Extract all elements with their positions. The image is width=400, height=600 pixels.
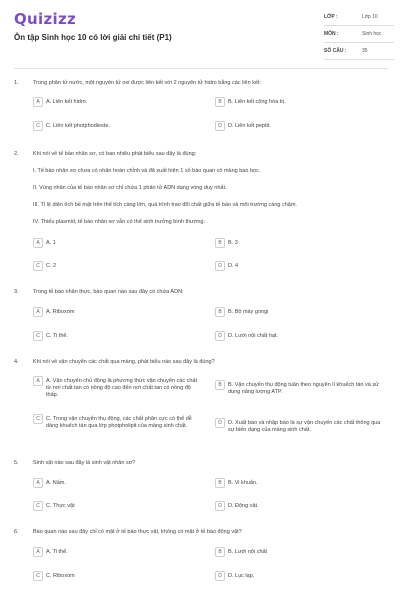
option-letter: A	[33, 478, 43, 488]
option-letter: B	[215, 238, 225, 248]
option-d[interactable]	[215, 571, 385, 581]
option-letter: D	[215, 571, 225, 581]
statement-2: II. Vùng nhân của tế bào nhân sơ chỉ chứa 1 phân tử ADN dạng vòng duy nhất.	[33, 185, 227, 191]
option-a[interactable]	[33, 97, 203, 107]
header-divider	[14, 68, 388, 69]
question-number: 1.	[14, 80, 19, 86]
option-letter: B	[215, 478, 225, 488]
option-text: D. Liên kết peptit.	[228, 123, 271, 129]
option-b[interactable]	[215, 547, 385, 557]
meta-count-value: 35	[362, 48, 368, 54]
question-number: 6.	[14, 529, 19, 535]
meta-class-value: Lớp 10	[362, 14, 378, 20]
meta-subject	[324, 27, 394, 43]
option-c[interactable]	[33, 121, 203, 131]
statement-3: III. Tỉ lệ diện tích bề mặt trên thể tích càng lớn, quá trình trao đổi chất giữa tế bào và môi trường càng chậm.	[33, 202, 297, 208]
option-a[interactable]	[33, 478, 203, 488]
option-letter: D	[215, 261, 225, 271]
statement-4: IV. Thiếu plasmid, tế bào nhân sơ vẫn có thể sinh trưởng bình thường.	[33, 219, 205, 225]
option-text: C. Thực vật	[46, 503, 75, 509]
option-c[interactable]	[33, 571, 203, 581]
option-b[interactable]	[215, 380, 385, 396]
option-a[interactable]	[33, 376, 203, 399]
option-letter: C	[33, 121, 43, 131]
option-letter: C	[33, 501, 43, 511]
option-letter: C	[33, 261, 43, 271]
option-letter: D	[215, 121, 225, 131]
meta-count	[324, 44, 394, 60]
option-text: D. Động vật.	[228, 503, 259, 509]
option-text: B. Liên kết cộng hóa trị.	[228, 99, 286, 105]
option-text: C. Ti thể.	[46, 333, 69, 339]
option-letter: C	[33, 571, 43, 581]
option-text: B. Lưới nội chất	[228, 549, 268, 555]
option-a[interactable]	[33, 547, 203, 557]
option-letter: A	[33, 376, 43, 386]
option-text: A. Nấm.	[46, 480, 66, 486]
option-letter: B	[215, 307, 225, 317]
option-c[interactable]	[33, 414, 203, 430]
worksheet-title: Ôn tập Sinh học 10 có lời giải chi tiết (P1)	[14, 33, 172, 42]
meta-class	[324, 10, 394, 26]
option-text: A. Riboxom	[46, 309, 75, 315]
option-letter: C	[33, 331, 43, 341]
option-text: B. Bộ máy gongi	[228, 309, 269, 315]
meta-class-label: LỚP :	[324, 14, 338, 20]
statement-1: I. Tế bào nhân sơ chưa có nhân hoàn chỉnh và đã xuất hiện 1 số bào quan có màng bao bọc.	[33, 168, 261, 174]
option-text: A. Vận chuyển chủ động là phương thức vận chuyển các chất từ nơi chất tan có nồng độ cao đến nơi chất tan có nồng độ thấp.	[46, 378, 198, 398]
option-c[interactable]	[33, 261, 203, 271]
option-letter: A	[33, 97, 43, 107]
question-number: 3.	[14, 289, 19, 295]
option-text: B. 3	[228, 240, 238, 246]
option-a[interactable]	[33, 307, 203, 317]
option-d[interactable]	[215, 261, 385, 271]
option-letter: D	[215, 501, 225, 511]
option-letter: B	[215, 97, 225, 107]
option-letter: A	[33, 307, 43, 317]
option-text: A. Ti thể.	[46, 549, 68, 555]
option-letter: A	[33, 238, 43, 248]
question-text: Sinh vật nào sau đây là sinh vật nhân sơ?	[33, 460, 136, 466]
option-text: C. 2	[46, 263, 57, 269]
option-b[interactable]	[215, 238, 385, 248]
option-d[interactable]	[215, 501, 385, 511]
option-a[interactable]	[33, 238, 203, 248]
question-text: Khi nói về tế bào nhân sơ, có bao nhiêu phát biểu sau đây là đúng:	[33, 151, 197, 157]
option-d[interactable]	[215, 418, 385, 434]
option-letter: D	[215, 331, 225, 341]
option-d[interactable]	[215, 121, 385, 131]
option-text: D. Lưới nội chất hạt.	[228, 333, 279, 339]
option-b[interactable]	[215, 307, 385, 317]
option-text: B. Vi khuẩn.	[228, 480, 258, 486]
option-c[interactable]	[33, 501, 203, 511]
worksheet-header	[0, 0, 400, 66]
option-b[interactable]	[215, 478, 385, 488]
option-text: D. Lục lạp.	[228, 573, 255, 579]
meta-subject-value: Sinh học	[362, 31, 382, 37]
meta-count-label: SỐ CÂU :	[324, 48, 347, 54]
quizizz-logo: Quizizz	[14, 10, 77, 28]
option-b[interactable]	[215, 97, 385, 107]
question-text: Trong tế bào nhân thực, bào quan nào sau đây có chứa ADN:	[33, 289, 184, 295]
option-text: A. Liên kết hidro.	[46, 99, 88, 105]
option-letter: D	[215, 418, 225, 428]
option-letter: C	[33, 414, 43, 424]
option-text: B. Vận chuyển thụ động tuân theo nguyên lí khuếch tán và sử dụng năng lượng ATP.	[228, 382, 379, 395]
option-letter: A	[33, 547, 43, 557]
option-d[interactable]	[215, 331, 385, 341]
question-text: Trong phân tử nước, một nguyên tử oxi được liên kết với 2 nguyên tử hidro bằng các liên kết:	[33, 80, 262, 86]
option-text: C. Trong vận chuyển thụ động, các chất phân cực có thể dễ dàng khuếch tán qua lớp photpholipit của màng sinh chất.	[46, 416, 192, 429]
option-text: D. Xuất bào và nhập bào là sự vận chuyển các chất thông qua sự biến dạng của màng sinh chất.	[228, 420, 381, 433]
meta-subject-label: MÔN :	[324, 31, 339, 37]
option-letter: B	[215, 547, 225, 557]
question-number: 5.	[14, 460, 19, 466]
option-text: C. Liên kết photphodieste.	[46, 123, 110, 129]
option-text: A. 1	[46, 240, 56, 246]
question-number: 2.	[14, 151, 19, 157]
question-text: Bào quan nào sau đây chỉ có mặt ở tế bào thực vật, không có mặt ở tế bào động vật?	[33, 529, 242, 535]
option-text: C. Riboxom	[46, 573, 75, 579]
option-text: D. 4	[228, 263, 239, 269]
question-number: 4.	[14, 359, 19, 365]
option-letter: B	[215, 380, 225, 390]
option-c[interactable]	[33, 331, 203, 341]
question-text: Khi nói về vận chuyển các chất qua màng, phát biểu nào sau đây là đúng?	[33, 359, 215, 365]
